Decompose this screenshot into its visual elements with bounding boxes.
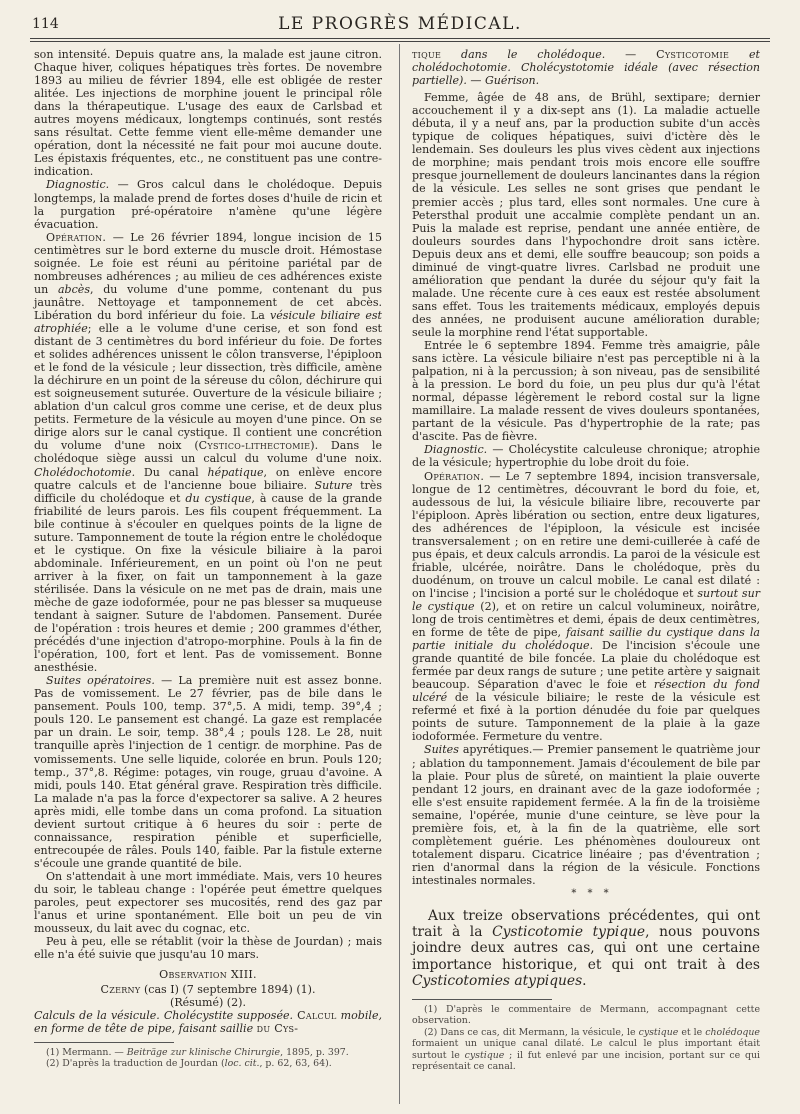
paragraph: Peu à peu, elle se rétablit (voir la thèse de Jourdan) ; mais elle n'a été suivie que jusqu'au 10 mars. <box>34 935 382 962</box>
observation-resume: (Résumé) (2). <box>170 996 246 1010</box>
section-label: Suites <box>424 743 459 757</box>
italic-text: surtout sur le cystique <box>412 586 760 613</box>
dash: — <box>605 48 657 61</box>
paragraph-diagnostic <box>412 443 760 469</box>
footnote-rule <box>412 999 552 1000</box>
footnote-1 <box>34 1047 382 1058</box>
observation-heading: Observation XIII. <box>159 968 257 982</box>
paragraph-suites <box>412 743 760 887</box>
italic-text: abcès <box>57 282 90 296</box>
paragraph-text: , à cause de la grande friabilité de leurs parois. Les fils coupent fréquemment. La bile continue à s'écouler en quelques points de la ligne de suture. Tamponnement de toute la région entre le cholédoque et le cystique. On fixe la vésicule biliaire à la paroi abdominale. Inférieurement, en un point où l'on ne peut arriver à la fixer, on fait un tamponnement à la gaze stérilisée. Dans la vésicule on ne met pas de drain, mais une mèche de gaze iodoformée, pour ne pas blesser sa muqueuse tendant à saigner. Suture de l'abdomen. Pansement. Durée de l'opération : trois heures et demie ; 200 grammes d'éther, précédés d'une injection d'atropo-morphine. Pouls à la fin de l'opération, 100, fort et lent. Pas de vomissement. Bonne anesthésie. <box>34 491 382 675</box>
section-label: Diagnostic. <box>46 178 110 192</box>
italic-text: loc. cit. <box>224 1057 260 1069</box>
concluding-paragraph <box>412 908 760 989</box>
paragraph-text: de la vésicule biliaire; le reste de la vésicule est refermé et fixé à la portion dénudée du foie par quelques points de suture. Tamponnement de la plaie à la gaze iodoformée. Fermeture du ventre. <box>412 691 760 744</box>
running-title: LE PROGRÈS MÉDICAL. <box>278 14 522 34</box>
footnote-text: ; il fut enlevé par une incision, portant sur ce qui représentait ce canal. <box>412 1049 760 1073</box>
section-label: Opération. <box>424 469 485 483</box>
footnote-text: (1) Mermann. — <box>46 1046 127 1058</box>
observation-title <box>34 1009 382 1035</box>
paragraph-text: ; elle a le volume d'une cerise, et son fond est distant de 3 centimètres du bord inférieur du foie. De fortes et solides adhérences unissent le côlon transverse, l'épiploon et le fond de la vésicule ; leur dissection, très difficile, amène la déchirure en un point de la séreuse du côlon, déchirure qui est soigneusement suturée. Ouverture de la vésicule biliaire ; ablation d'un calcul gros comme une cerise, et de deux plus petits. Fermeture de la vésicule au moyen d'une pince. On se dirige alors sur le canal cystique. Il contient une concrétion du volume d'une noix ( <box>34 321 382 453</box>
smallcaps-text: Cysticotomie <box>656 48 730 61</box>
paragraph-text: (2), et on retire un calcul volumineux, noirâtre, long de trois centimètres et demi, épais de deux centimètres, en forme de tête de pipe, <box>412 599 760 640</box>
section-label: Suites opératoires. <box>46 674 155 688</box>
paragraph-operation <box>412 470 760 744</box>
italic-text: et cholédochotomie. Cholécystotomie idéale (avec résection partielle). — Guérison. <box>412 48 760 88</box>
italic-text: cystique <box>464 1049 505 1061</box>
paragraph: Entrée le 6 septembre 1894. Femme très amaigrie, pâle sans ictère. La vésicule biliaire n'est pas perceptible ni à la palpation, ni à la percussion; à son niveau, pas de sensibilité à la pression. Le bord du foie, un peu plus dur qu'à l'état normal, dépasse légèrement le rebord costal sur la ligne mamillaire. La malade ressent de vives douleurs spontanées, partant de la vésicule. Pas d'hypertrophie de la rate; pas d'ascite. Pas de fièvre. <box>412 339 760 444</box>
paragraph: On s'attendait à une mort immédiate. Mais, vers 10 heures du soir, le tableau change : l'opérée peut émettre quelques paroles, peut expectorer ses mucosités, rend des gaz par l'anus et urine spontanément. Elle boit un peu de vin mousseux, du lait avec du cognac, etc. <box>34 869 382 936</box>
paragraph-text: — Cholécystite calculeuse chronique; atrophie de la vésicule; hypertrophie du lobe droit du foie. <box>412 443 760 470</box>
italic-text: mobile, en forme de tête de pipe, faisant saillie <box>34 1009 382 1036</box>
smallcaps-text: Calcul <box>297 1009 337 1023</box>
header-rule <box>30 38 770 42</box>
paragraph: son intensité. Depuis quatre ans, la malade est jaune citron. Chaque hiver, coliques hépatiques très fortes. De novembre 1893 au milieu de février 1894, elle est obligée de rester alitée. Les injections de morphine jouent le principal rôle dans la thérapeutique. L'usage des eaux de Carlsbad et autres moyens médicaux, longtemps continués, sont restés sans résultat. Cette femme vient elle-même demander une opération, dont la nécessité ne fait pour moi aucune doute. Les épistaxis fréquentes, etc., ne constituent pas une contre-indication. <box>34 48 382 179</box>
section-label: Diagnostic. <box>424 443 488 457</box>
footnote-2 <box>412 1027 760 1073</box>
italic-text: faisant saillie du cystique dans la partie initiale du cholédoque. <box>412 626 760 653</box>
smallcaps-text: tique <box>412 48 442 61</box>
column-divider <box>399 44 400 1104</box>
paragraph-text: De l'incision s'écoule une grande quantité de bile foncée. La plaie du cholédoque est fermée par deux rangs de suture ; une petite artère y saignait beaucoup. Séparation d'avec le foie et <box>412 639 760 692</box>
paragraph-text: — Le 26 février 1894, longue incision de 15 centimètres sur le bord externe du muscle droit. Hémostase soignée. Le foie est réuni au péritoine pariétal par de nombreuses adhérences ; au milieu de ces adhérences existe un <box>34 230 382 296</box>
footnote-text: (2) D'après la traduction de Jourdan ( <box>46 1057 225 1069</box>
observation-reference <box>34 983 382 996</box>
footnote-2 <box>34 1058 382 1069</box>
paragraph-text: . <box>582 972 587 989</box>
footnote-text: , 1895, p. 397. <box>280 1046 349 1058</box>
footnote-text: et le <box>678 1026 706 1038</box>
paragraph-suites <box>34 674 382 870</box>
paragraph-text: — Le 7 septembre 1894, incision transversale, longue de 12 centimètres, découvrant le bord du foie, et, audessous de lui, la vésicule biliaire libre, recouverte par l'épiploon. Après libération ou section, entre deux ligatures, des adhérences de l'épiploon, la vésicule est incisée transversalement ; on en retire une demi-cuillerée à café de pus épais, et deux calculs arrondis. La paroi de la vésicule est friable, ulcérée, noirâtre. Dans le cholédoque, près du duodénum, on trouve un calcul mobile. Le canal est dilaté : on l'incise ; l'incision a porté sur le cholédoque et <box>412 469 760 600</box>
paragraph-text: très difficile du cholédoque et <box>34 478 382 505</box>
paragraph-text: Du canal <box>135 465 208 479</box>
footnote-rule <box>34 1042 174 1043</box>
footnote-text: formaient un unique canal dilaté. Le calcul le plus important était surtout le <box>412 1038 760 1061</box>
paragraph: Femme, âgée de 48 ans, de Brühl, sextipare; dernier accouchement il y a dix-sept ans (1). La maladie actuelle débuta, il y a neuf ans, par la production subite d'un accès typique de coliques hépatiques, suivi d'ictère dès le lendemain. Ses douleurs les plus vives cèdent aux injections de morphine; mais pendant trois mois encore elle souffre presque journellement de douleurs lancinantes dans la région de la vésicule. Les selles ne sont grises que pendant le premier accès ; plus tard, elles sont normales. Une cure à Petersthal produit une accalmie complète pendant un an. Puis la malade est reprise, pendant une année entière, de douleurs sourdes dans l'hypochondre droit sans ictère. Depuis deux ans et demi, elle souffre beaucoup; son poids a diminué de vingt-quatre livres. Carlsbad ne produit une amélioration que pendant la durée du séjour qu'y fait la malade. Une récente cure à ces eaux est restée absolument sans effet. Tous les traitements médicaux, employés depuis des années, ne produisent aucune amélioration durable; seule la morphine rend l'état supportable. <box>412 91 760 339</box>
smallcaps-text: Cystico-lithectomie <box>198 439 311 453</box>
italic-text: Cysticotomie typique <box>492 924 646 941</box>
observation-title-continued <box>412 48 760 87</box>
right-column <box>412 48 760 1073</box>
paragraph-diagnostic <box>34 178 382 230</box>
footnote-1: (1) D'après le commentaire de Mermann, accompagnant cette observation. <box>412 1004 760 1027</box>
italic-text: Suture <box>314 478 353 492</box>
paragraph-text: , du volume d'une pomme, contenant du pus jaunâtre. Nettoyage et tamponnement de cet abcès. Libération du bord inférieur du foie. La <box>34 282 382 322</box>
italic-text: hépatique <box>207 465 264 479</box>
paragraph-text: , on enlève encore quatre calculs et de l'ancienne boue biliaire. <box>34 465 382 492</box>
footnote-text: , p. 62, 63, 64). <box>259 1057 332 1069</box>
section-label: Opération. <box>46 230 107 244</box>
italic-text: du cystique <box>185 491 252 505</box>
italic-text: Cysticotomies atypiques <box>412 972 583 989</box>
asterism-separator: * * * <box>571 888 613 899</box>
footnotes <box>412 999 760 1072</box>
italic-text: Calculs de la vésicule. Cholécystite supposée. <box>34 1009 298 1023</box>
italic-text: dans le cholédoque. <box>441 48 606 61</box>
paragraph-operation <box>34 231 382 675</box>
reference-text: (cas I) (7 septembre 1894) (1). <box>140 983 316 997</box>
paragraph-text: — La première nuit est assez bonne. Pas de vomissement. Le 27 février, pas de bile dans le pansement. Pouls 100, temp. 37°,5. A midi, temp. 39°,4 ; pouls 120. Le pansement est changé. La gaze est remplacée par un drain. Le soir, temp. 38°,4 ; pouls 128. Le 28, nuit tranquille après l'injection de 1 centigr. de morphine. Pas de vomissements. Une selle liquide, colorée en brun. Pouls 120; temp., 37°,8. Régime: potages, vin rouge, gruau d'avoine. A midi, pouls 140. Etat général grave. Respiration très difficile. La malade n'a pas la force d'expectorer sa salive. A 2 heures après midi, elle tombe dans un coma profond. La situation devient surtout critique à 6 heures du soir : perte de connaissance, respiration pénible et superficielle, entrecoupée de râles. Pouls 140, faible. Par la fistule externe s'écoule une grande quantité de bile. <box>34 674 383 870</box>
paragraph-text: — Gros calcul dans le cholédoque. Depuis longtemps, la malade prend de fortes doses d'huile de ricin et la purgation pré-opératoire n'amène qu'une légère évacuation. <box>34 178 382 231</box>
page-header <box>20 12 780 40</box>
paragraph-text: , nous pouvons joindre deux autres cas, qui ont une certaine importance historique, et qui ont trait à des <box>412 924 760 973</box>
smallcaps-text: du Cys- <box>256 1022 299 1036</box>
italic-text: résection du fond ulcéré <box>412 678 760 705</box>
page-number: 114 <box>32 16 59 32</box>
footnote-text: (2) Dans ce cas, dit Mermann, la vésicule, le <box>424 1026 639 1038</box>
italic-text: Beiträge zur klinische Chirurgie <box>126 1046 281 1058</box>
paragraph-text: Aux treize observations précédentes, qui ont trait à la <box>412 908 760 941</box>
paragraph-text: apyrétiques.— Premier pansement le quatrième jour ; ablation du tamponnement. Jamais d'écoulement de bile par la plaie. Pour plus de sûreté, on maintient la plaie ouverte pendant 12 jours, en drainant avec de la gaze iodoformée ; elle s'est ensuite rapidement fermée. A la fin de la troisième semaine, l'opérée, munie d'une ceinture, se lève pour la première fois, et, à la fin de la quatrième, elle sort complètement guérie. Les phénomènes douloureux ont totalement disparu. Cicatrice linéaire ; pas d'éventration ; rien d'anormal dans la région de la vésicule. Fonctions intestinales normales. <box>412 743 760 887</box>
paragraph-text: ). Dans le cholédoque siège aussi un calcul du volume d'une noix. <box>34 439 382 466</box>
italic-text: vésicule biliaire est atrophiée <box>34 308 382 335</box>
italic-text: cholédoque <box>705 1026 760 1038</box>
italic-text: Cholédochotomie. <box>34 465 136 479</box>
italic-text: cystique <box>638 1026 679 1038</box>
author-name: Czerny <box>100 983 141 997</box>
left-column <box>34 48 382 1069</box>
